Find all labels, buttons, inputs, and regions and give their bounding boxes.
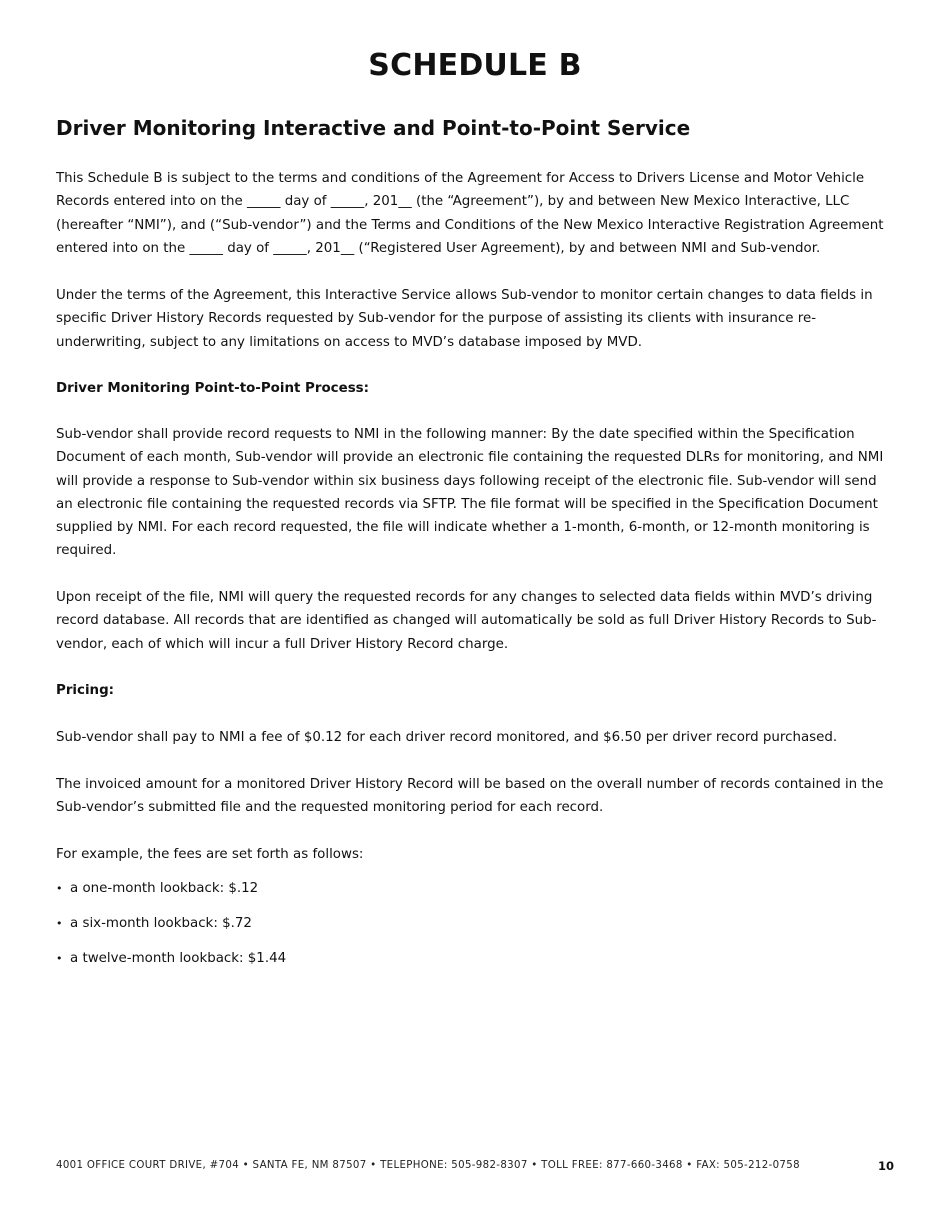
list-item [56,912,286,935]
page-number: 10 [878,1159,895,1173]
process-paragraph-2: Upon receipt of the file, NMI will query the requested records for any changes to selected data fields within MVD’s driving record database. All records that are identified as changed will automatically be sold as full Driver History Records to Sub-vendor, each of which will incur a full Driver History Record charge. [56,590,877,652]
fee-example-list [56,877,286,981]
list-item [56,877,286,900]
fee-example-twelve-month: a twelve-month lookback: $1.44 [70,950,287,966]
process-paragraph-1: Sub-vendor shall provide record requests to NMI in the following manner: By the date specified within the Specification Document of each month, Sub-vendor will provide an electronic file containing the requested DLRs for monitoring, and NMI will provide a response to Sub-vendor within six business days following receipt of the electronic file. Sub-vendor will send an electronic file containing the requested records via SFTP. The file format will be specified in the Specification Document supplied by NMI. For each record requested, the file will indicate whether a 1-month, 6-month, or 12-month monitoring is required. [56,427,884,559]
pricing-paragraph-2: The invoiced amount for a monitored Driver History Record will be based on the overall number of records contained in the Sub-vendor’s submitted file and the requested monitoring period for each record. [56,777,884,816]
bullet-icon: • [56,951,63,965]
pricing-paragraph-1: Sub-vendor shall pay to NMI a fee of $0.12 for each driver record monitored, and $6.50 per driver record purchased. [56,730,838,745]
list-item [56,947,286,970]
service-paragraph: Under the terms of the Agreement, this Interactive Service allows Sub-vendor to monitor certain changes to data fields in specific Driver History Records requested by Sub-vendor for the purpose of assisting its clients with insurance re-underwriting, subject to any limitations on access to MVD’s database imposed by MVD. [56,288,873,350]
intro-paragraph: This Schedule B is subject to the terms and conditions of the Agreement for Access to Drivers License and Motor Vehicle Records entered into on the _____ day of _____, 201__ (the “Agreement”), by and between New Mexico Interactive, LLC (hereafter “NMI”), and (“Sub-vendor”) and the Terms and Conditions of the New Mexico Interactive Registration Agreement entered into on the _____ day of _____, 201__ (“Registered User Agreement), by and between NMI and Sub-vendor. [56,171,884,256]
fee-example-one-month: a one-month lookback: $.12 [70,881,259,896]
bullet-icon: • [56,916,63,930]
footer-address: 4001 OFFICE COURT DRIVE, #704 • SANTA FE, NM 87507 • TELEPHONE: 505-982-8307 • TOLL FREE: 877-660-3468 • FAX: 505-212-0758 [56,1160,800,1171]
process-heading: Driver Monitoring Point-to-Point Process: [56,381,369,396]
bullet-icon: • [56,882,63,895]
section-title: Driver Monitoring Interactive and Point-to-Point Service [56,116,691,140]
fee-example-six-month: a six-month lookback: $.72 [70,915,252,931]
page-title: SCHEDULE B [368,48,582,83]
example-intro: For example, the fees are set forth as follows: [56,847,364,862]
pricing-heading: Pricing: [56,683,115,698]
